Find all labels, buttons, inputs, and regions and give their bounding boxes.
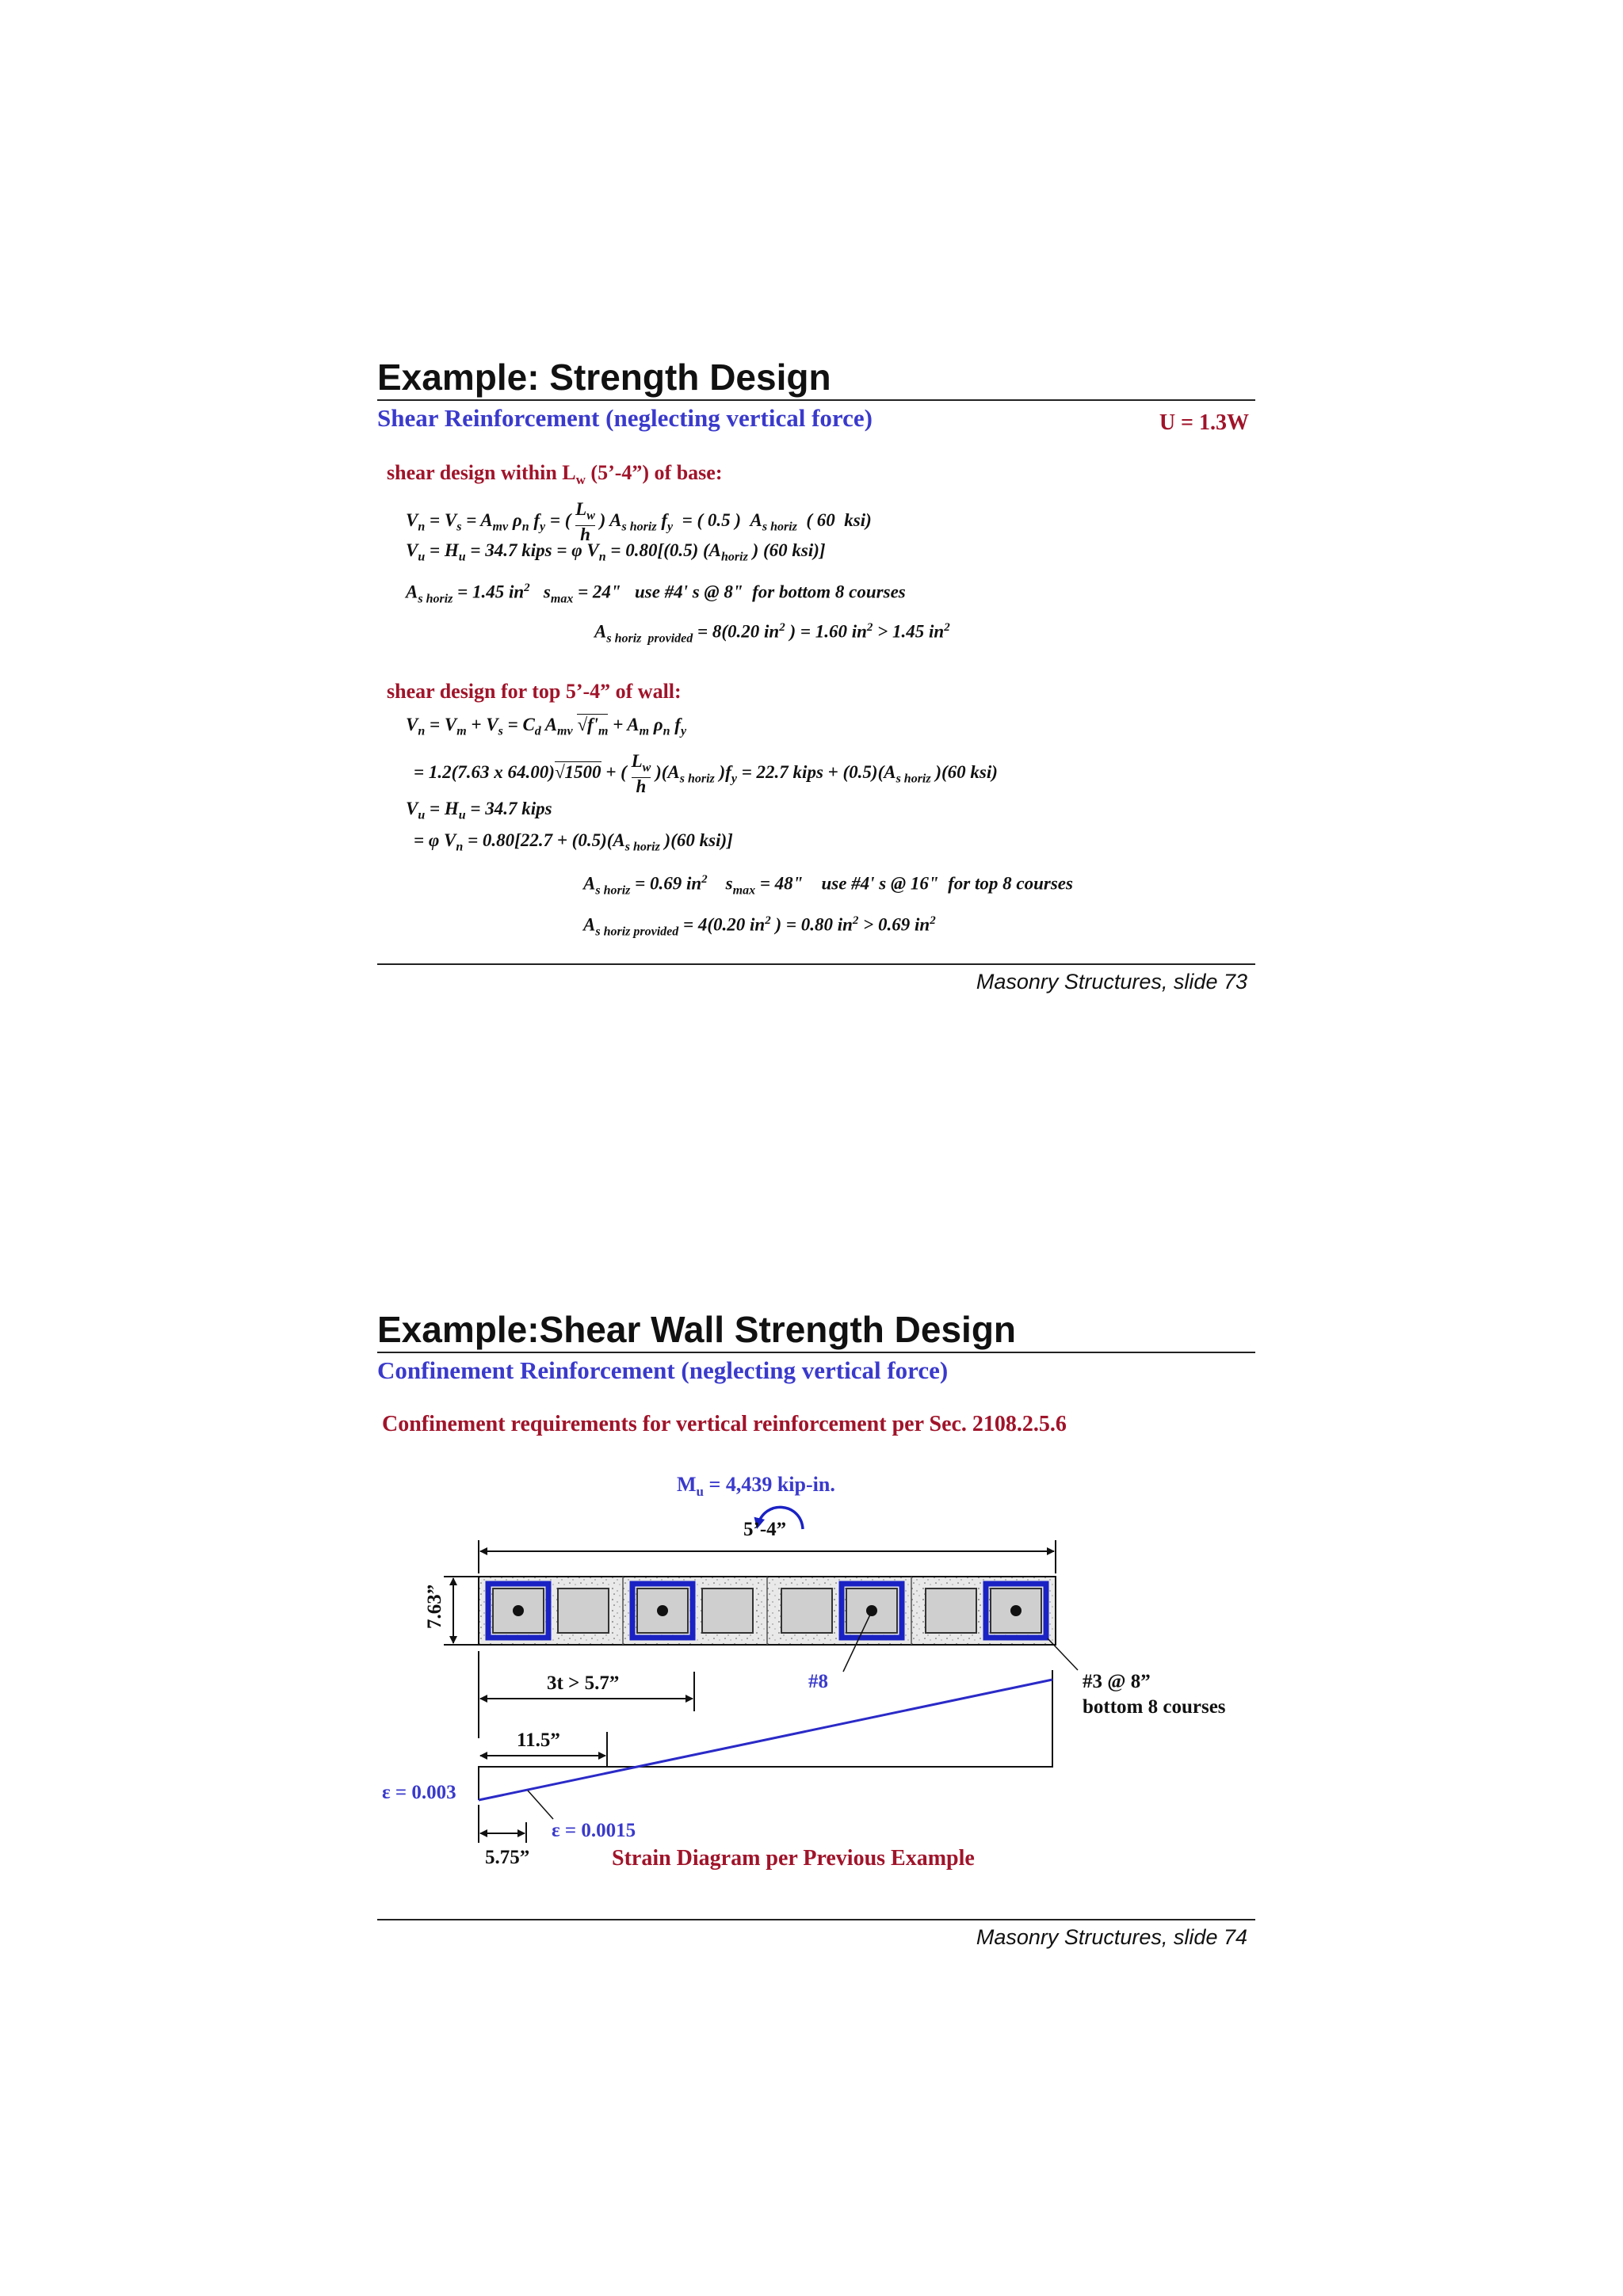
footer-divider [377, 1919, 1255, 1920]
equation-3: $A_{s horiz} = 1.45$ $in^2$ $s_{max} = 24$" use #4' s @ 8" for bottom 8 courses [406, 582, 906, 606]
moment-label: $M_u = 4,439$ kip-in. [677, 1473, 835, 1499]
equation-10: $A_{s horiz provided} = 4(0.20$ $in^2$ ) = 0.80 $in^2 > 0.69$ $in^2$ [583, 914, 936, 939]
heading-top-shear: shear design for top 5’-4” of wall: [387, 680, 682, 703]
slide-74 [377, 1309, 1255, 1958]
slide-73 [377, 357, 1255, 1006]
length-label: 5’-4” [743, 1519, 787, 1540]
strain-line [479, 1680, 1052, 1800]
depth-label: 11.5” [517, 1730, 560, 1751]
equation-7: $V_u = H_u = 34.7$ kips [406, 799, 552, 822]
slide-subtitle: Confinement Reinforcement (neglecting vertical force) [377, 1356, 949, 1384]
slide-title: Example:Shear Wall Strength Design [377, 1309, 1255, 1353]
equation-2: $V_u = H_u = 34.7$ kips = φ $V_n = 0.80[(0.5)$ ($A_{horiz}$ ) (60 ksi)] [406, 540, 826, 564]
tie-label-2: bottom 8 courses [1083, 1696, 1226, 1718]
slide-footer: Masonry Structures, slide 74 [976, 1925, 1247, 1949]
three-t-label: 3t > 5.7” [547, 1672, 620, 1694]
equation-5: $V_n = V_m + V_s = C_d$ $A_{mv}$ $√f'_m + A_m$ $\rho_n$ $f_y$ [406, 715, 687, 738]
diagram-caption: Strain Diagram per Previous Example [612, 1846, 975, 1871]
thickness-label: 7.63” [424, 1584, 445, 1629]
load-combination: U = 1.3W [1159, 410, 1249, 435]
strain-mid-label: ε = 0.0015 [552, 1820, 636, 1841]
equation-8: = φ $V_n = 0.80[22.7 + (0.5)(A_{s horiz}$ )(60 ksi)] [414, 830, 733, 854]
confinement-heading: Confinement requirements for vertical reinforcement per Sec. 2108.2.5.6 [382, 1412, 1067, 1436]
equation-1: $V_n = V_s = A_{mv}$ $\rho_n$ $f_y$ = ( $\frac{L_w}{h}$ ) $A_{s horiz}$ $f_y$ = ( 0.5 ) $A_{s horiz}$ ( 60 ksi) [406, 499, 872, 544]
tie-label-1: #3 @ 8” [1083, 1671, 1151, 1692]
equation-4: $A_{s horiz provided} = 8(0.20$ $in^2$ ) = 1.60 $in^2 > 1.45$ $in^2$ [594, 621, 950, 646]
slide-title: Example: Strength Design [377, 357, 1255, 401]
equation-9: $A_{s horiz} = 0.69$ $in^2$ $s_{max} = 48$" use #4' s @ 16" for top 8 courses [583, 873, 1073, 898]
slide-footer: Masonry Structures, slide 73 [976, 970, 1247, 994]
footer-divider [377, 963, 1255, 965]
offset-label: 5.75” [485, 1847, 530, 1868]
heading-base-shear: shear design within $L_w$ (5’-4”) of base: [387, 461, 723, 488]
confinement-diagram [377, 1464, 1255, 1908]
slide-subtitle: Shear Reinforcement (neglecting vertical force) [377, 404, 873, 432]
equation-6: = 1.2(7.63 x 64.00)√1500 + ( $\frac{L_w}{h}$ )($A_{s horiz}$ )$f_y = 22.7$ kips + $(0.5)(A_{s horiz}$ )(60 ksi) [414, 751, 998, 796]
bar-label: #8 [808, 1671, 828, 1692]
strain-max-label: ε = 0.003 [382, 1782, 456, 1803]
